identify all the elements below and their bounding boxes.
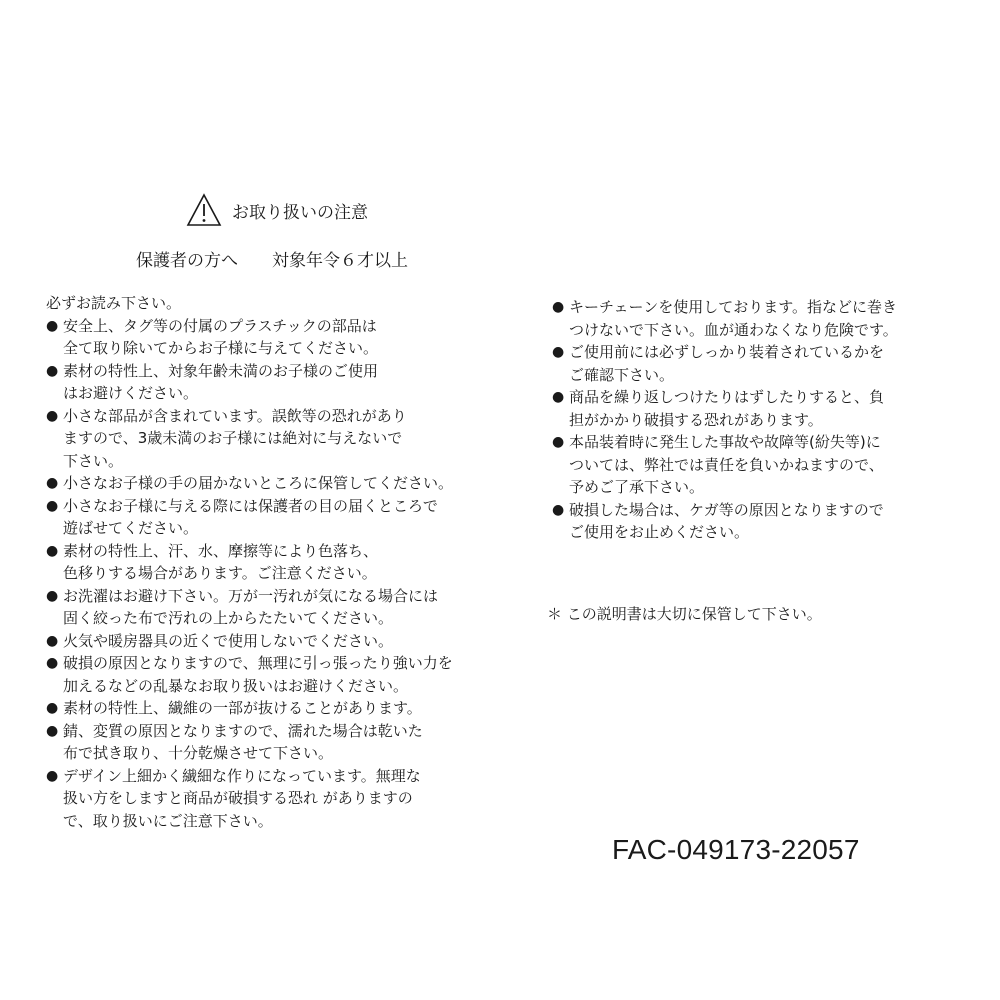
intro-text: 必ずお読み下さい。: [46, 294, 182, 312]
caution-item: [552, 341, 992, 386]
caution-line: キーチェーンを使用しております。指などに巻き: [569, 298, 898, 316]
caution-line: ますので、3歳未満のお子様には絶対に与えないで: [63, 429, 403, 447]
caution-line: つけないで下さい。血が通わなくなり危険です。: [569, 320, 898, 339]
product-code: FAC-049173-22057: [612, 834, 860, 865]
bullet-icon: ●: [552, 299, 565, 315]
caution-item: [46, 585, 496, 630]
caution-line: 素材の特性上、対象年齢未満のお子様のご使用: [63, 361, 379, 380]
caution-line: 予めご了承下さい。: [569, 478, 705, 496]
caution-line: 破損の原因となりますので、無理に引っ張ったり強い力を: [63, 654, 453, 672]
caution-line: デザイン上細かく繊細な作りになっています。無理な: [63, 766, 421, 785]
caution-line: ご確認下さい。: [569, 365, 675, 384]
caution-line: 素材の特性上、繊維の一部が抜けることがあります。: [63, 699, 422, 717]
caution-line: 扱い方をしますと商品が破損する恐れ がありますの: [63, 789, 413, 807]
caution-line: ご使用をお止めください。: [569, 523, 750, 541]
caution-line: 小さなお子様に与える際には保護者の目の届くところで: [63, 496, 438, 515]
caution-item: [46, 540, 496, 585]
bullet-icon: ●: [46, 542, 59, 559]
caution-item: [46, 472, 496, 495]
caution-line: 商品を繰り返しつけたりはずしたりすると、負: [569, 388, 885, 406]
left-caution-list: [46, 315, 496, 833]
caution-line: お洗濯はお避け下さい。万が一汚れが気になる場合には: [63, 586, 439, 605]
bullet-icon: ●: [552, 501, 565, 518]
target-age-heading: 保護者の方へ 対象年令６才以上: [136, 251, 408, 271]
bullet-icon: ●: [46, 317, 59, 334]
right-column: [552, 296, 992, 544]
caution-line: 固く絞った布で汚れの上からたたいてください。: [63, 609, 394, 627]
caution-line: 錆、変質の原因となりますので、濡れた場合は乾いた: [63, 721, 423, 740]
caution-item: [46, 360, 496, 405]
left-column: [46, 292, 496, 832]
caution-item: [46, 495, 496, 540]
caution-line: ついては、弊社では責任を負いかねますので、: [569, 455, 884, 474]
caution-item: [552, 499, 992, 544]
bullet-icon: ●: [552, 344, 565, 360]
bullet-icon: ●: [46, 475, 59, 491]
caution-line: 遊ばせてください。: [63, 519, 199, 537]
bullet-icon: ●: [46, 632, 59, 649]
bullet-icon: ●: [46, 587, 59, 604]
bullet-icon: ●: [46, 497, 59, 514]
bullet-icon: ●: [46, 700, 59, 716]
caution-line: 素材の特性上、汗、水、摩擦等により色落ち、: [63, 541, 379, 560]
title-block: [186, 190, 368, 230]
caution-item: [46, 630, 496, 653]
caution-item: [552, 431, 992, 499]
caution-item: [552, 296, 992, 341]
caution-line: 小さな部品が含まれています。誤飲等の恐れがあり: [63, 406, 407, 425]
caution-item: [552, 386, 992, 431]
caution-line: ご使用前には必ずしっかり装着されているかを: [569, 343, 885, 361]
caution-item: [46, 315, 496, 360]
caution-item: [46, 697, 496, 720]
bullet-icon: ●: [552, 434, 565, 450]
bullet-icon: ●: [46, 655, 59, 671]
caution-line: で、取り扱いにご注意下さい。: [63, 811, 273, 830]
bullet-icon: ●: [46, 407, 59, 424]
bullet-icon: ●: [552, 389, 565, 405]
warning-triangle-icon: [186, 193, 222, 227]
caution-line: 安全上、タグ等の付属のプラスチックの部品は: [63, 316, 377, 335]
right-caution-list: [552, 296, 992, 544]
caution-line: 布で拭き取り、十分乾燥させて下さい。: [63, 744, 334, 762]
caution-line: 全て取り除いてからお子様に与えてください。: [63, 339, 379, 357]
caution-line: 色移りする場合があります。ご注意ください。: [63, 564, 377, 582]
bullet-icon: ●: [46, 722, 59, 739]
caution-item: [46, 405, 496, 473]
bullet-icon: ●: [46, 362, 59, 379]
keep-manual-note: ＊ この説明書は大切に保管して下さい。: [547, 605, 822, 623]
caution-line: 破損した場合は、ケガ等の原因となりますので: [569, 500, 884, 519]
caution-line: はお避けください。: [63, 384, 199, 402]
caution-line: 担がかかり破損する恐れがあります。: [569, 410, 823, 429]
bullet-icon: ●: [46, 767, 59, 784]
caution-line: 本品装着時に発生した事故や故障等(紛失等)に: [569, 433, 881, 451]
caution-line: 加えるなどの乱暴なお取り扱いはお避けください。: [63, 676, 409, 695]
caution-item: [46, 652, 496, 697]
page-title: お取り扱いの注意: [232, 202, 368, 223]
caution-line: 下さい。: [63, 451, 124, 470]
caution-item: [46, 720, 496, 765]
caution-line: 小さなお子様の手の届かないところに保管してください。: [63, 474, 454, 492]
caution-item: [46, 765, 496, 833]
caution-line: 火気や暖房器具の近くで使用しないでください。: [63, 631, 394, 650]
